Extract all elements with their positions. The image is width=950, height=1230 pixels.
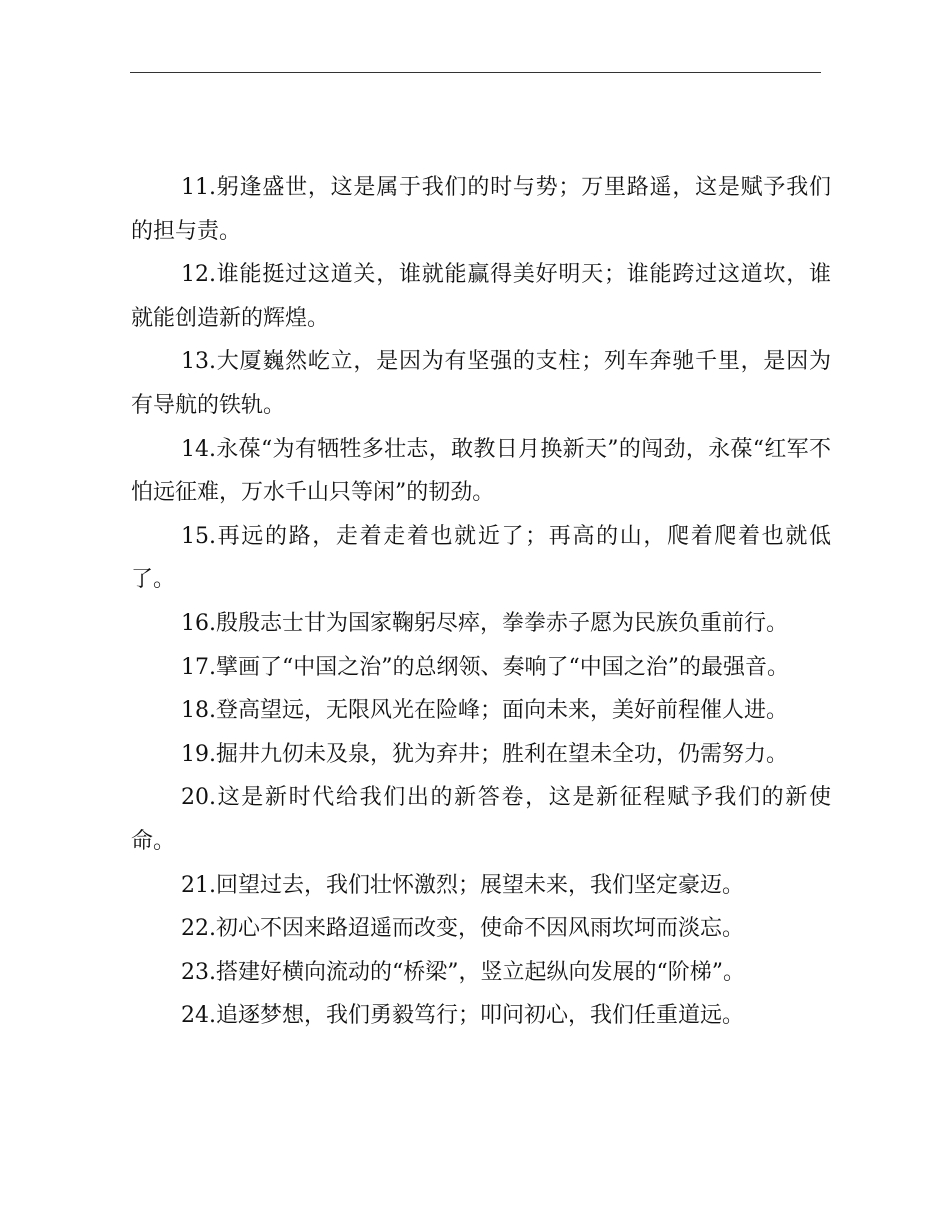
paragraph-14: 14.永葆“为有牺牲多壮志，敢教日月换新天”的闯劲，永葆“红军不怕远征难，万水千山只等闲”的韧劲。 xyxy=(131,436,831,506)
paragraph-21: 21.回望过去，我们壮怀激烈；展望未来，我们坚定豪迈。 xyxy=(181,872,744,898)
paragraph-23: 23.搭建好横向流动的“桥梁”，竖立起纵向发展的“阶梯”。 xyxy=(181,959,745,985)
paragraph-17: 17.擘画了“中国之治”的总纲领、奏响了“中国之治”的最强音。 xyxy=(181,654,789,680)
paragraph-24: 24.追逐梦想，我们勇毅笃行；叩问初心，我们任重道远。 xyxy=(181,1003,744,1029)
paragraph-18: 18.登高望远，无限风光在险峰；面向未来，美好前程催人进。 xyxy=(181,698,788,724)
header-rule xyxy=(130,72,821,73)
paragraph-11: 11.躬逢盛世，这是属于我们的时与势；万里路遥，这是赋予我们的担与责。 xyxy=(131,175,831,244)
paragraph-15: 15.再远的路，走着走着也就近了；再高的山，爬着爬着也就低了。 xyxy=(131,523,831,593)
paragraph-12: 12.谁能挺过这道关，谁就能赢得美好明天；谁能跨过这道坎，谁就能创造新的辉煌。 xyxy=(131,262,831,331)
paragraph-16: 16.殷殷志士甘为国家鞠躬尽瘁，拳拳赤子愿为民族负重前行。 xyxy=(181,610,788,636)
paragraph-20: 20.这是新时代给我们出的新答卷，这是新征程赋予我们的新使命。 xyxy=(131,785,831,854)
paragraph-13: 13.大厦巍然屹立，是因为有坚强的支柱；列车奔驰千里，是因为有导航的铁轨。 xyxy=(131,349,831,418)
paragraph-22: 22.初心不因来路迢遥而改变，使命不因风雨坎坷而淡忘。 xyxy=(181,916,744,942)
document-body xyxy=(131,166,831,1038)
paragraph-19: 19.掘井九仞未及泉，犹为弃井；胜利在望未全功，仍需努力。 xyxy=(181,741,788,767)
